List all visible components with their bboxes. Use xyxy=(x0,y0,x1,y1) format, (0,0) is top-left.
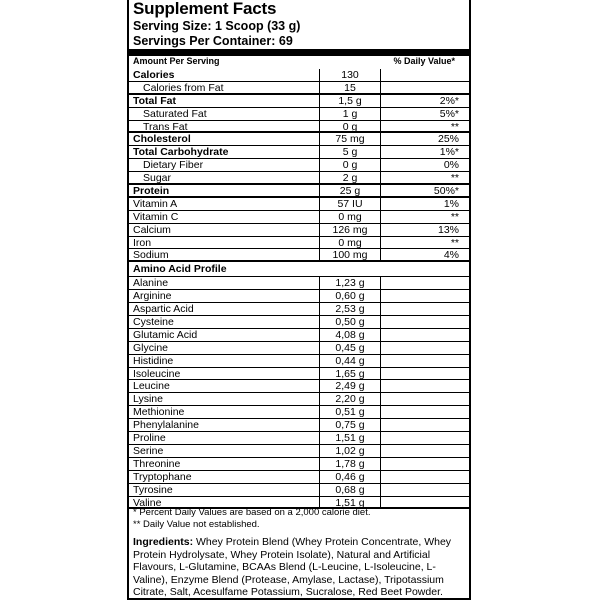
row-label: Calories xyxy=(133,69,175,81)
row-daily-value: 13% xyxy=(437,223,459,236)
row-daily-value: ** xyxy=(450,236,459,249)
row-amount: 1,78 g xyxy=(319,458,381,470)
row-amount: 0 mg xyxy=(319,237,381,249)
nutrient-row xyxy=(129,82,469,95)
row-label: Iron xyxy=(133,236,152,249)
nutrient-row xyxy=(129,133,469,146)
amino-rows xyxy=(129,277,469,509)
row-amount: 1,5 g xyxy=(319,95,381,107)
row-daily-value: ** xyxy=(450,120,459,133)
row-amount: 0,44 g xyxy=(319,355,381,367)
amount-per-serving-label: Amount Per Serving xyxy=(133,56,220,66)
amino-acid-row xyxy=(129,368,469,381)
amino-acid-row xyxy=(129,290,469,303)
amino-acid-row xyxy=(129,406,469,419)
row-label: Protein xyxy=(133,185,170,198)
row-amount: 25 g xyxy=(319,185,381,196)
row-amount: 0,68 g xyxy=(319,484,381,496)
amino-acid-row xyxy=(129,419,469,432)
nutrient-row xyxy=(129,224,469,237)
amino-acid-row xyxy=(129,303,469,316)
row-amount: 0,60 g xyxy=(319,290,381,302)
row-daily-value: 25% xyxy=(437,133,459,146)
row-daily-value: 5%* xyxy=(439,107,459,120)
row-daily-value: ** xyxy=(450,210,459,223)
row-amount: 2,49 g xyxy=(319,380,381,392)
nutrient-row xyxy=(129,198,469,211)
amino-acid-row xyxy=(129,329,469,342)
row-amount: 4,08 g xyxy=(319,329,381,341)
nutrient-row xyxy=(129,211,469,224)
row-amount: 100 mg xyxy=(319,249,381,260)
row-amount: 0 g xyxy=(319,159,381,171)
row-label: Lysine xyxy=(133,393,163,406)
row-label: Sugar xyxy=(143,172,172,185)
row-daily-value: 1% xyxy=(443,197,459,210)
row-label: Threonine xyxy=(133,457,181,470)
row-label: Tyrosine xyxy=(133,483,173,496)
row-amount: 0 mg xyxy=(319,211,381,223)
nutrient-row xyxy=(129,69,469,82)
row-label: Histidine xyxy=(133,354,174,367)
footnote: * Percent Daily Values are based on a 2,000 calorie diet. xyxy=(133,507,371,518)
nutrient-table xyxy=(129,69,469,509)
row-label: Proline xyxy=(133,432,166,445)
row-amount: 0,45 g xyxy=(319,342,381,354)
row-amount: 0,75 g xyxy=(319,419,381,431)
row-label: Calcium xyxy=(133,223,171,236)
row-amount: 126 mg xyxy=(319,224,381,236)
row-amount: 1,65 g xyxy=(319,368,381,380)
serving-size: Serving Size: 1 Scoop (33 g) xyxy=(133,19,301,33)
row-daily-value: ** xyxy=(450,172,459,185)
row-daily-value: 4% xyxy=(443,249,459,262)
row-label: Vitamin A xyxy=(133,197,178,210)
ingredients-text: Whey Protein Blend (Whey Protein Concentrate, Whey Protein Hydrolysate, Whey Protein Isolate), Natural and Artificial Flavours, L-Glutamine, BCAAs Blend (L-Leucine, L-Isoleucine, L-Valine), Enzyme Blend (Protease, Amylase, Lactase), Tripotassium Citrate, Salt, Acesulfame Potassium, Sucralose, Red Beet Powder. xyxy=(133,536,452,599)
row-label: Methionine xyxy=(133,406,185,419)
nutrient-row xyxy=(129,159,469,172)
row-label: Alanine xyxy=(133,277,169,290)
nutrient-row xyxy=(129,249,469,262)
row-label: Tryptophane xyxy=(133,470,192,483)
table-header xyxy=(133,56,465,67)
row-label: Aspartic Acid xyxy=(133,303,194,316)
row-label: Valine xyxy=(133,496,162,509)
row-label: Phenylalanine xyxy=(133,419,199,432)
row-label: Glycine xyxy=(133,341,169,354)
amino-acid-row xyxy=(129,393,469,406)
row-amount: 0,50 g xyxy=(319,316,381,328)
amino-acid-row xyxy=(129,342,469,355)
row-amount: 1 g xyxy=(319,108,381,120)
amino-acid-row xyxy=(129,458,469,471)
row-amount: 0,46 g xyxy=(319,471,381,483)
row-amount: 1,51 g xyxy=(319,432,381,444)
panel-title: Supplement Facts xyxy=(133,0,277,18)
row-amount: 1,02 g xyxy=(319,445,381,457)
nutrient-row xyxy=(129,172,469,185)
row-label: Glutamic Acid xyxy=(133,328,198,341)
amino-acid-row xyxy=(129,355,469,368)
row-amount: 57 IU xyxy=(319,198,381,210)
footnotes xyxy=(133,507,465,531)
row-label: Cysteine xyxy=(133,316,174,329)
row-amount: 2 g xyxy=(319,172,381,183)
nutrient-rows xyxy=(129,69,469,262)
nutrient-row xyxy=(129,121,469,134)
footnote: ** Daily Value not established. xyxy=(133,519,260,530)
row-daily-value: 1%* xyxy=(439,146,459,159)
row-label: Cholesterol xyxy=(133,133,191,146)
row-amount: 2,53 g xyxy=(319,303,381,315)
row-amount: 5 g xyxy=(319,146,381,158)
row-label: Serine xyxy=(133,444,164,457)
row-amount: 2,20 g xyxy=(319,393,381,405)
row-daily-value: 2%* xyxy=(439,94,459,107)
row-amount: 130 xyxy=(319,69,381,81)
row-label: Total Fat xyxy=(133,94,176,107)
row-amount: 75 mg xyxy=(319,133,381,145)
amino-acid-row xyxy=(129,380,469,393)
ingredients-label: Ingredients: xyxy=(133,536,194,548)
row-label: Dietary Fiber xyxy=(143,159,204,172)
row-amount: 1,51 g xyxy=(319,497,381,508)
amino-acid-header: Amino Acid Profile xyxy=(129,262,469,277)
amino-acid-row xyxy=(129,277,469,290)
amino-acid-row xyxy=(129,445,469,458)
row-label: Sodium xyxy=(133,249,169,262)
row-amount: 15 xyxy=(319,82,381,93)
ingredients xyxy=(133,536,465,599)
nutrient-row xyxy=(129,185,469,198)
row-label: Saturated Fat xyxy=(143,107,207,120)
row-label: Vitamin C xyxy=(133,210,179,223)
row-label: Total Carbohydrate xyxy=(133,146,229,159)
amino-acid-row xyxy=(129,471,469,484)
nutrient-row xyxy=(129,95,469,108)
daily-value-label: % Daily Value* xyxy=(393,56,455,66)
row-label: Arginine xyxy=(133,290,172,303)
row-amount: 0 g xyxy=(319,121,381,132)
row-label: Calories from Fat xyxy=(143,81,224,94)
amino-acid-row xyxy=(129,484,469,497)
row-daily-value: 50%* xyxy=(433,185,459,198)
nutrient-row xyxy=(129,108,469,121)
row-label: Leucine xyxy=(133,380,170,393)
servings-per-container: Servings Per Container: 69 xyxy=(133,34,293,48)
nutrient-row xyxy=(129,237,469,250)
row-label: Isoleucine xyxy=(133,367,181,380)
supplement-facts-panel xyxy=(127,0,471,600)
amino-acid-row xyxy=(129,316,469,329)
divider-thick xyxy=(129,49,469,56)
row-daily-value: 0% xyxy=(443,159,459,172)
row-label: Trans Fat xyxy=(143,120,188,133)
row-amount: 0,51 g xyxy=(319,406,381,418)
nutrient-row xyxy=(129,146,469,159)
amino-acid-row xyxy=(129,432,469,445)
row-amount: 1,23 g xyxy=(319,277,381,289)
